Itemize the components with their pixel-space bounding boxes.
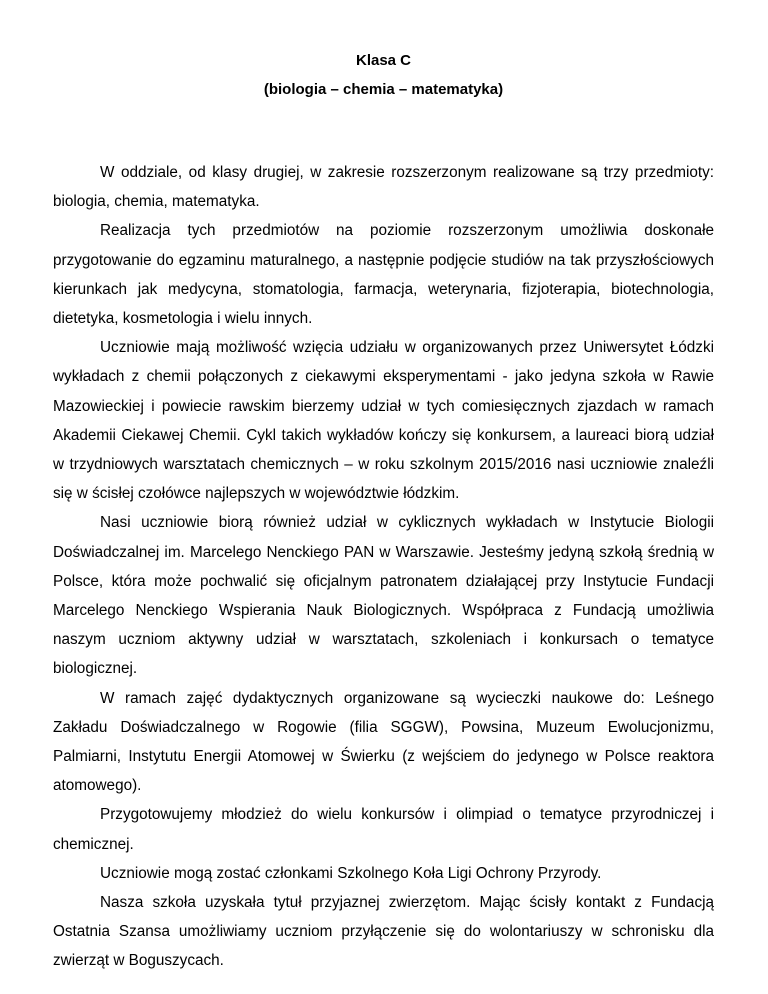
paragraph-scientific-trips: W ramach zajęć dydaktycznych organizowane są wycieczki naukowe do: Leśnego Zakładu Doświadczalnego w Rogowie (filia SGGW), Powsina, Muzeum Ewolucjonizmu, Palmiarni, Instytutu Energii Atomowej w Świerku (z wejściem do jedynego w Polsce reaktora atomowego). — [53, 689, 714, 795]
document-page — [53, 46, 714, 976]
page-subtitle: (biologia – chemia – matematyka) — [263, 81, 504, 98]
title-block — [53, 46, 714, 104]
paragraph-chemistry-lectures: Uczniowie mają możliwość wzięcia udziału w organizowanych przez Uniwersytet Łódzki wykładach z chemii połączonych z ciekawymi eksperymentami - jako jedyna szkoła w Rawie Mazowieckiej i powiecie rawskim bierzemy udział w tych comiesięcznych zjazdach w ramach Akademii Ciekawej Chemii. Cykl takich wykładów kończy się konkursem, a laureaci biorą udział w trzydniowych warsztatach chemicznych – w roku szkolnym 2015/2016 nasi uczniowie znaleźli się w ścisłej czołówce najlepszych w województwie łódzkim. — [53, 339, 714, 503]
paragraph-animal-friendly: Nasza szkoła uzyskała tytuł przyjaznej zwierzętom. Mając ścisły kontakt z Fundacją Ostatnia Szansa umożliwiamy uczniom przyłączenie się do wolontariuszy w schronisku dla zwierząt w Boguszycach. — [53, 894, 714, 970]
paragraph-biology-institute: Nasi uczniowie biorą również udział w cyklicznych wykładach w Instytucie Biologii Doświadczalnej im. Marcelego Nenckiego PAN w Warszawie. Jesteśmy jedyną szkołą średnią w Polsce, która może pochwalić się oficjalnym patronatem działającej przy Instytucie Fundacji Marcelego Nenckiego Wspierania Nauk Biologicznych. Współpraca z Fundacją umożliwia naszym uczniom aktywny udział w warsztatach, szkoleniach i konkursach o tematyce biologicznej. — [53, 514, 714, 678]
paragraph-nature-league: Uczniowie mogą zostać członkami Szkolnego Koła Ligi Ochrony Przyrody. — [100, 864, 602, 882]
paragraph-exam-preparation: Realizacja tych przedmiotów na poziomie rozszerzonym umożliwia doskonałe przygotowanie do egzaminu maturalnego, a następnie podjęcie studiów na tak przyszłościowych kierunkach jak medycyna, stomatologia, farmacja, weterynaria, fizjoterapia, biotechnologia, dietetyka, kosmetologia i wielu innych. — [53, 222, 714, 328]
document-body — [53, 158, 714, 976]
paragraph-profile-subjects: W oddziale, od klasy drugiej, w zakresie rozszerzonym realizowane są trzy przedmioty: biologia, chemia, matematyka. — [53, 164, 714, 211]
paragraph-competitions: Przygotowujemy młodzież do wielu konkursów i olimpiad o tematyce przyrodniczej i chemicznej. — [53, 806, 714, 853]
page-title: Klasa C — [355, 52, 412, 69]
